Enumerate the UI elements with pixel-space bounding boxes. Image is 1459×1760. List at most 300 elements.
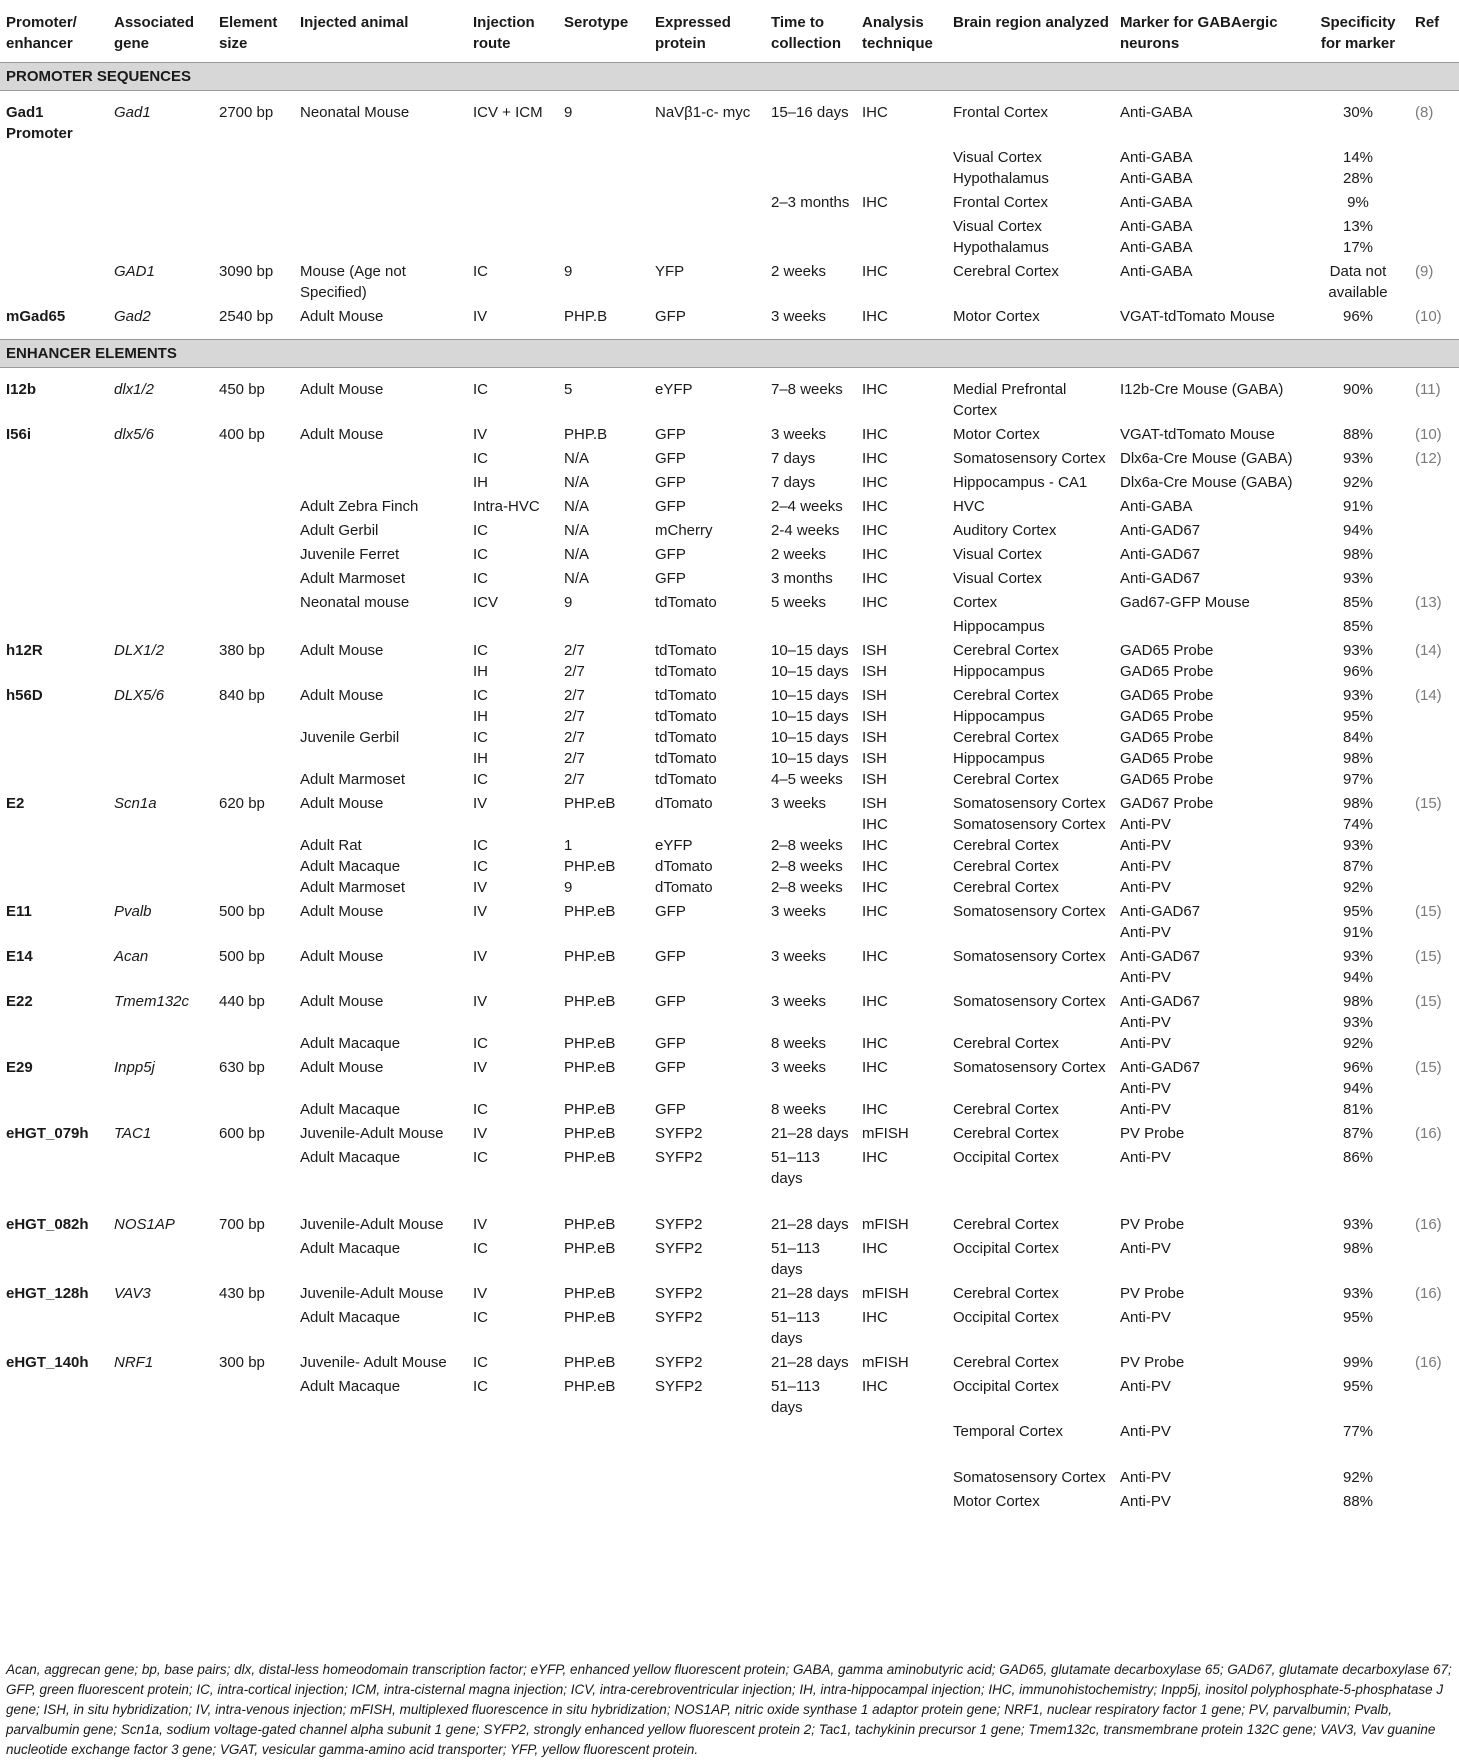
table-row bbox=[0, 541, 1459, 565]
cell-ref bbox=[1409, 1488, 1459, 1524]
header-brain-region: Brain region analyzed bbox=[953, 14, 1109, 31]
cell-animal: Adult Mouse bbox=[300, 993, 384, 1010]
cell-animal: Adult Mouse bbox=[300, 308, 384, 325]
cell-technique: IHC bbox=[862, 1309, 888, 1326]
cell-element-size: 440 bp bbox=[219, 993, 265, 1010]
cell-serotype: PHP.eB bbox=[564, 795, 616, 812]
cell-route bbox=[467, 613, 558, 637]
cell-promoter bbox=[0, 877, 108, 898]
cell-gene: Gad1 bbox=[114, 104, 151, 121]
cell-technique: IHC bbox=[862, 837, 888, 854]
cell-marker: Anti-GAD67 bbox=[1120, 1059, 1201, 1076]
cell-region: Hippocampus bbox=[953, 708, 1045, 725]
cell-specificity: 93% bbox=[1342, 1014, 1374, 1031]
cell-marker: Anti-PV bbox=[1120, 1423, 1171, 1440]
cell-serotype bbox=[558, 613, 649, 637]
cell-ref bbox=[1409, 1464, 1459, 1488]
cell-technique: IHC bbox=[862, 594, 888, 611]
cell-time bbox=[765, 814, 856, 835]
cell-specificity: 90% bbox=[1342, 381, 1374, 398]
table-row bbox=[0, 91, 1459, 145]
cell-marker: Anti-PV bbox=[1120, 1240, 1171, 1257]
cell-region: Somatosensory Cortex bbox=[953, 816, 1106, 833]
table-row bbox=[0, 517, 1459, 541]
cell-element-size: 3090 bp bbox=[219, 263, 274, 280]
cell-animal: Adult Macaque bbox=[300, 1101, 401, 1118]
cell-element-size bbox=[213, 469, 294, 493]
cell-technique: IHC bbox=[862, 104, 888, 121]
cell-technique: ISH bbox=[862, 795, 888, 812]
cell-route bbox=[467, 168, 558, 189]
cell-serotype: PHP.eB bbox=[564, 1216, 616, 1233]
cell-marker: GAD65 Probe bbox=[1120, 687, 1214, 704]
cell-gene bbox=[108, 877, 213, 898]
cell-time: 21–28 days bbox=[771, 1285, 849, 1302]
cell-technique bbox=[856, 613, 947, 637]
cell-ref: (15) bbox=[1415, 1059, 1442, 1076]
cell-route: IV bbox=[473, 1216, 488, 1233]
cell-route: ICV + ICM bbox=[473, 104, 543, 121]
cell-technique bbox=[856, 213, 947, 237]
table-row bbox=[0, 1349, 1459, 1373]
cell-ref: (16) bbox=[1415, 1285, 1442, 1302]
cell-promoter: h56D bbox=[6, 687, 43, 704]
cell-animal bbox=[294, 445, 467, 469]
cell-route bbox=[467, 144, 558, 168]
cell-region: Cerebral Cortex bbox=[953, 879, 1059, 896]
cell-ref bbox=[1409, 168, 1459, 189]
cell-serotype bbox=[558, 1464, 649, 1488]
cell-animal: Adult Mouse bbox=[300, 1059, 384, 1076]
cell-specificity: 81% bbox=[1342, 1101, 1374, 1118]
cell-specificity: 98% bbox=[1342, 546, 1374, 563]
cell-specificity: 92% bbox=[1342, 879, 1374, 896]
cell-time bbox=[765, 168, 856, 189]
cell-protein bbox=[649, 237, 765, 258]
cell-ref bbox=[1409, 727, 1459, 748]
cell-promoter bbox=[0, 967, 108, 988]
cell-ref bbox=[1409, 706, 1459, 727]
cell-element-size bbox=[213, 517, 294, 541]
cell-gene bbox=[108, 213, 213, 237]
cell-technique bbox=[856, 1012, 947, 1033]
cell-route: IH bbox=[473, 750, 488, 767]
table-row bbox=[0, 988, 1459, 1012]
cell-region: Cerebral Cortex bbox=[953, 771, 1059, 788]
table-body bbox=[0, 63, 1459, 1525]
cell-serotype: N/A bbox=[564, 498, 590, 515]
table-row bbox=[0, 1099, 1459, 1120]
cell-ref: (14) bbox=[1415, 642, 1442, 659]
cell-time: 3 weeks bbox=[771, 903, 827, 920]
cell-gene: Acan bbox=[114, 948, 149, 965]
cell-protein: tdTomato bbox=[655, 771, 717, 788]
cell-ref: (12) bbox=[1415, 450, 1442, 467]
header-time-to-collection: Time to collection bbox=[771, 14, 842, 52]
cell-region: Cerebral Cortex bbox=[953, 1216, 1059, 1233]
cell-time: 2 weeks bbox=[771, 546, 827, 563]
cell-marker: Anti-GABA bbox=[1120, 149, 1193, 166]
cell-route: Intra-HVC bbox=[473, 498, 540, 515]
cell-time: 2–8 weeks bbox=[771, 858, 843, 875]
cell-marker: Anti-PV bbox=[1120, 1101, 1171, 1118]
cell-technique: mFISH bbox=[862, 1125, 909, 1142]
cell-route: IC bbox=[473, 1035, 488, 1052]
cell-route: IV bbox=[473, 903, 488, 920]
table-row bbox=[0, 877, 1459, 898]
cell-ref bbox=[1409, 613, 1459, 637]
cell-promoter bbox=[0, 835, 108, 856]
cell-gene: NOS1AP bbox=[114, 1216, 175, 1233]
cell-gene: dlx5/6 bbox=[114, 426, 155, 443]
cell-marker: Anti-PV bbox=[1120, 1014, 1171, 1031]
table-row bbox=[0, 1280, 1459, 1304]
cell-marker: Anti-PV bbox=[1120, 837, 1171, 854]
cell-gene bbox=[108, 1099, 213, 1120]
cell-animal: Juvenile-Adult Mouse bbox=[300, 1125, 444, 1142]
cell-route: IC bbox=[473, 1378, 488, 1395]
cell-specificity: 85% bbox=[1342, 594, 1374, 611]
cell-time bbox=[765, 922, 856, 943]
table-row bbox=[0, 421, 1459, 445]
cell-specificity: 91% bbox=[1342, 498, 1374, 515]
cell-marker: GAD65 Probe bbox=[1120, 729, 1214, 746]
cell-element-size: 450 bp bbox=[219, 381, 265, 398]
table-row bbox=[0, 445, 1459, 469]
cell-technique: ISH bbox=[862, 687, 888, 704]
cell-technique: IHC bbox=[862, 263, 888, 280]
cell-specificity: 88% bbox=[1342, 1493, 1374, 1510]
cell-element-size bbox=[213, 589, 294, 613]
cell-serotype: N/A bbox=[564, 522, 590, 539]
cell-protein: eYFP bbox=[655, 381, 693, 398]
table-row bbox=[0, 1078, 1459, 1099]
cell-technique: mFISH bbox=[862, 1285, 909, 1302]
cell-specificity: 84% bbox=[1342, 729, 1374, 746]
cell-specificity: 98% bbox=[1342, 795, 1374, 812]
cell-element-size bbox=[213, 967, 294, 988]
cell-marker: Dlx6a-Cre Mouse (GABA) bbox=[1120, 450, 1293, 467]
cell-route bbox=[467, 1012, 558, 1033]
cell-route: IC bbox=[473, 729, 488, 746]
cell-ref bbox=[1409, 213, 1459, 237]
cell-route: IC bbox=[473, 570, 488, 587]
cell-technique: ISH bbox=[862, 729, 888, 746]
cell-gene bbox=[108, 727, 213, 748]
cell-ref bbox=[1409, 661, 1459, 682]
cell-route bbox=[467, 1078, 558, 1099]
cell-animal: Juvenile Ferret bbox=[300, 546, 400, 563]
cell-element-size bbox=[213, 922, 294, 943]
cell-ref: (10) bbox=[1415, 426, 1442, 443]
cell-promoter: E2 bbox=[6, 795, 25, 812]
cell-protein bbox=[649, 814, 765, 835]
cell-specificity: 92% bbox=[1342, 1469, 1374, 1486]
cell-marker: Anti-GAD67 bbox=[1120, 903, 1201, 920]
cell-gene bbox=[108, 706, 213, 727]
table-row bbox=[0, 258, 1459, 303]
cell-specificity: 93% bbox=[1342, 1216, 1374, 1233]
cell-ref bbox=[1409, 1304, 1459, 1349]
cell-animal: Adult Mouse bbox=[300, 381, 384, 398]
cell-region: Occipital Cortex bbox=[953, 1149, 1059, 1166]
cell-time: 3 weeks bbox=[771, 426, 827, 443]
cell-serotype: 2/7 bbox=[564, 663, 585, 680]
cell-gene: Inpp5j bbox=[114, 1059, 155, 1076]
cell-animal bbox=[294, 189, 467, 213]
cell-promoter bbox=[0, 445, 108, 469]
cell-ref: (16) bbox=[1415, 1216, 1442, 1233]
cell-gene bbox=[108, 445, 213, 469]
header-expressed-protein: Expressed protein bbox=[655, 14, 731, 52]
cell-animal: Adult Macaque bbox=[300, 1309, 401, 1326]
cell-specificity: 98% bbox=[1342, 750, 1374, 767]
cell-serotype: N/A bbox=[564, 474, 590, 491]
table-row bbox=[0, 790, 1459, 814]
cell-gene bbox=[108, 1033, 213, 1054]
cell-protein: SYFP2 bbox=[655, 1240, 703, 1257]
cell-technique: IHC bbox=[862, 903, 888, 920]
cell-specificity: 91% bbox=[1342, 924, 1374, 941]
cell-region: Somatosensory Cortex bbox=[953, 1469, 1106, 1486]
table-row bbox=[0, 303, 1459, 340]
cell-time: 21–28 days bbox=[771, 1354, 849, 1371]
cell-time: 3 weeks bbox=[771, 1059, 827, 1076]
cell-animal: Adult Macaque bbox=[300, 1035, 401, 1052]
cell-specificity: 95% bbox=[1342, 1309, 1374, 1326]
cell-specificity: 95% bbox=[1342, 1378, 1374, 1395]
cell-serotype: PHP.eB bbox=[564, 1240, 616, 1257]
cell-route bbox=[467, 967, 558, 988]
cell-protein: GFP bbox=[655, 1059, 686, 1076]
table-row bbox=[0, 237, 1459, 258]
cell-promoter: eHGT_079h bbox=[6, 1125, 89, 1142]
header-associated-gene: Associated gene bbox=[114, 14, 195, 52]
cell-route: IV bbox=[473, 1125, 488, 1142]
cell-protein bbox=[649, 922, 765, 943]
cell-time: 21–28 days bbox=[771, 1216, 849, 1233]
cell-element-size bbox=[213, 613, 294, 637]
cell-specificity: 93% bbox=[1342, 642, 1374, 659]
cell-specificity: 13% bbox=[1342, 218, 1374, 235]
cell-promoter: Gad1 Promoter bbox=[6, 104, 73, 142]
section-title: PROMOTER SEQUENCES bbox=[0, 63, 1459, 91]
table-row bbox=[0, 493, 1459, 517]
cell-animal: Adult Mouse bbox=[300, 642, 384, 659]
cell-ref: (9) bbox=[1415, 263, 1434, 280]
table-row bbox=[0, 1211, 1459, 1235]
cell-route: IC bbox=[473, 263, 488, 280]
cell-promoter bbox=[0, 769, 108, 790]
cell-marker: PV Probe bbox=[1120, 1216, 1185, 1233]
cell-promoter bbox=[0, 565, 108, 589]
cell-specificity: 98% bbox=[1342, 993, 1374, 1010]
cell-gene: Scn1a bbox=[114, 795, 157, 812]
cell-serotype: 2/7 bbox=[564, 687, 585, 704]
cell-animal: Adult Mouse bbox=[300, 903, 384, 920]
cell-ref bbox=[1409, 814, 1459, 835]
cell-technique bbox=[856, 1418, 947, 1464]
cell-element-size bbox=[213, 1033, 294, 1054]
cell-route: IC bbox=[473, 858, 488, 875]
cell-ref: (13) bbox=[1415, 594, 1442, 611]
cell-protein: tdTomato bbox=[655, 594, 717, 611]
cell-serotype: 9 bbox=[564, 263, 573, 280]
table-row bbox=[0, 168, 1459, 189]
cell-region: Hippocampus bbox=[953, 663, 1045, 680]
cell-time: 15–16 days bbox=[771, 104, 849, 121]
cell-ref bbox=[1409, 769, 1459, 790]
cell-protein bbox=[649, 1488, 765, 1524]
cell-protein: GFP bbox=[655, 498, 686, 515]
cell-protein: SYFP2 bbox=[655, 1309, 703, 1326]
cell-gene bbox=[108, 1488, 213, 1524]
cell-serotype bbox=[558, 1012, 649, 1033]
cell-serotype bbox=[558, 1488, 649, 1524]
cell-gene bbox=[108, 661, 213, 682]
header-element-size: Element size bbox=[219, 14, 278, 52]
cell-region: Cerebral Cortex bbox=[953, 687, 1059, 704]
cell-ref bbox=[1409, 493, 1459, 517]
cell-specificity: 99% bbox=[1342, 1354, 1374, 1371]
cell-specificity: 14% bbox=[1342, 149, 1374, 166]
table-row bbox=[0, 922, 1459, 943]
cell-animal: Adult Mouse bbox=[300, 795, 384, 812]
table-row bbox=[0, 1304, 1459, 1349]
cell-specificity: 98% bbox=[1342, 1240, 1374, 1257]
cell-promoter: E22 bbox=[6, 993, 33, 1010]
cell-promoter bbox=[0, 613, 108, 637]
cell-gene bbox=[108, 748, 213, 769]
cell-region: Somatosensory Cortex bbox=[953, 993, 1106, 1010]
cell-serotype: PHP.eB bbox=[564, 948, 616, 965]
cell-element-size: 600 bp bbox=[219, 1125, 265, 1142]
table-row bbox=[0, 1488, 1459, 1524]
cell-promoter bbox=[0, 517, 108, 541]
cell-element-size bbox=[213, 748, 294, 769]
cell-specificity: 17% bbox=[1342, 239, 1374, 256]
cell-region: Visual Cortex bbox=[953, 546, 1042, 563]
table-row bbox=[0, 1120, 1459, 1144]
cell-protein bbox=[649, 1078, 765, 1099]
cell-specificity: 93% bbox=[1342, 570, 1374, 587]
cell-ref bbox=[1409, 748, 1459, 769]
cell-animal bbox=[294, 1464, 467, 1488]
cell-time: 7 days bbox=[771, 474, 816, 491]
cell-technique: IHC bbox=[862, 858, 888, 875]
cell-promoter bbox=[0, 493, 108, 517]
cell-serotype: PHP.B bbox=[564, 426, 608, 443]
cell-marker: Anti-GABA bbox=[1120, 239, 1193, 256]
table-row bbox=[0, 189, 1459, 213]
cell-marker: GAD65 Probe bbox=[1120, 750, 1214, 767]
cell-time: 2 weeks bbox=[771, 263, 827, 280]
cell-technique: ISH bbox=[862, 708, 888, 725]
cell-ref: (14) bbox=[1415, 687, 1442, 704]
cell-technique: IHC bbox=[862, 474, 888, 491]
cell-technique: IHC bbox=[862, 948, 888, 965]
cell-promoter bbox=[0, 213, 108, 237]
cell-serotype bbox=[558, 189, 649, 213]
cell-animal: Adult Mouse bbox=[300, 948, 384, 965]
cell-animal bbox=[294, 1488, 467, 1524]
cell-specificity: 85% bbox=[1342, 618, 1374, 635]
cell-time: 7 days bbox=[771, 450, 816, 467]
cell-ref bbox=[1409, 922, 1459, 943]
cell-marker: PV Probe bbox=[1120, 1354, 1185, 1371]
cell-region: Somatosensory Cortex bbox=[953, 1059, 1106, 1076]
cell-animal: Adult Macaque bbox=[300, 1149, 401, 1166]
cell-technique: IHC bbox=[862, 1149, 888, 1166]
header-marker: Marker for GABAergic neurons bbox=[1120, 14, 1278, 52]
cell-element-size: 430 bp bbox=[219, 1285, 265, 1302]
cell-animal bbox=[294, 814, 467, 835]
cell-technique bbox=[856, 1078, 947, 1099]
cell-region: Cerebral Cortex bbox=[953, 1285, 1059, 1302]
table-row bbox=[0, 613, 1459, 637]
cell-element-size bbox=[213, 856, 294, 877]
cell-specificity: 95% bbox=[1342, 708, 1374, 725]
cell-serotype: PHP.eB bbox=[564, 1309, 616, 1326]
cell-technique: IHC bbox=[862, 1059, 888, 1076]
cell-route: IV bbox=[473, 879, 488, 896]
cell-serotype: 2/7 bbox=[564, 729, 585, 746]
cell-protein: mCherry bbox=[655, 522, 713, 539]
cell-animal bbox=[294, 213, 467, 237]
cell-protein: tdTomato bbox=[655, 687, 717, 704]
cell-element-size bbox=[213, 877, 294, 898]
cell-marker: Anti-PV bbox=[1120, 858, 1171, 875]
header-injection-route: Injection route bbox=[473, 14, 535, 52]
cell-route: IH bbox=[473, 708, 488, 725]
cell-serotype: 5 bbox=[564, 381, 573, 398]
cell-element-size: 620 bp bbox=[219, 795, 265, 812]
cell-element-size bbox=[213, 1099, 294, 1120]
cell-protein: dTomato bbox=[655, 858, 713, 875]
cell-technique: IHC bbox=[862, 993, 888, 1010]
cell-route: IV bbox=[473, 308, 488, 325]
cell-animal: Mouse (Age not Specified) bbox=[300, 263, 406, 301]
cell-animal: Adult Zebra Finch bbox=[300, 498, 419, 515]
cell-route: IV bbox=[473, 948, 488, 965]
cell-region: Motor Cortex bbox=[953, 1493, 1040, 1510]
cell-animal bbox=[294, 1078, 467, 1099]
cell-protein: GFP bbox=[655, 903, 686, 920]
cell-route bbox=[467, 922, 558, 943]
cell-promoter bbox=[0, 1078, 108, 1099]
table-row bbox=[0, 1033, 1459, 1054]
cell-time bbox=[765, 613, 856, 637]
cell-time: 2–4 weeks bbox=[771, 498, 843, 515]
cell-animal bbox=[294, 469, 467, 493]
cell-specificity: 93% bbox=[1342, 687, 1374, 704]
table-row bbox=[0, 856, 1459, 877]
cell-region bbox=[947, 1012, 1114, 1033]
table-row bbox=[0, 682, 1459, 706]
cell-specificity: 94% bbox=[1342, 969, 1374, 986]
cell-region: HVC bbox=[953, 498, 985, 515]
cell-protein: dTomato bbox=[655, 795, 713, 812]
table-row bbox=[0, 589, 1459, 613]
cell-time: 7–8 weeks bbox=[771, 381, 843, 398]
cell-technique: IHC bbox=[862, 1378, 888, 1395]
cell-time: 10–15 days bbox=[771, 708, 849, 725]
table-row bbox=[0, 1012, 1459, 1033]
cell-promoter bbox=[0, 189, 108, 213]
cell-promoter: E11 bbox=[6, 903, 32, 920]
table-row bbox=[0, 943, 1459, 967]
cell-promoter bbox=[0, 1012, 108, 1033]
